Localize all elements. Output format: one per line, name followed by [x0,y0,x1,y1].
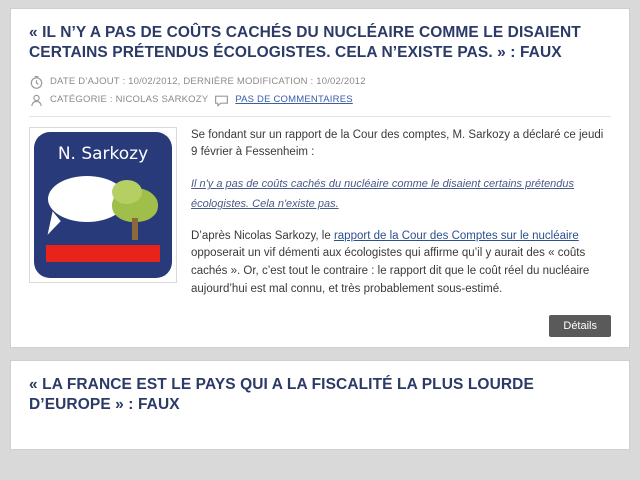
page-title: « IL N’Y A PAS DE COÛTS CACHÉS DU NUCLÉAIRE COMME LE DISAIENT CERTAINS PRÉTENDUS ÉCOLOGISTES. CELA N’EXISTE PAS. » : FAUX [29,24,581,61]
article-footer [29,315,611,337]
tree-trunk-icon [132,218,138,240]
thumbnail-caption: N. Sarkozy [57,143,149,164]
details-button[interactable]: Détails [549,315,611,337]
clock-icon [29,75,44,90]
meta-row-date [29,75,611,90]
article-paragraph-1: Se fondant sur un rapport de la Cour des comptes, M. Sarkozy a déclaré ce jeudi 9 février à Fessenheim : [191,128,604,159]
meta-row-category [29,93,611,108]
speech-bubble-tail [48,211,63,237]
article-card-1 [10,8,630,348]
meta-category-text: CATÉGORIE : NICOLAS SARKOZY [50,94,209,106]
user-icon [29,93,44,108]
article-2-title: « LA FRANCE EST LE PAYS QUI A LA FISCALITÉ LA PLUS LOURDE D’EUROPE » : FAUX [29,375,534,413]
comment-icon [214,93,229,108]
tree-foliage-highlight [112,180,142,204]
thumbnail-image [34,132,172,278]
paragraph-2-text-after: opposerait un vif démenti aux écologistes qui affirme qu’il y aurait des « coûts cachés ». Or, c’est tout le contraire : le rapport dit que le coût réel du nucléaire aujourd’hui est mal connu, et très probablement sous-estimé. [191,247,590,296]
paragraph-2-text-before: D’après Nicolas Sarkozy, le [191,229,334,242]
meta-date-text: DATE D’AJOUT : 10/02/2012, DERNIÈRE MODIFICATION : 10/02/2012 [50,76,366,88]
article-meta [29,75,611,108]
article-thumbnail[interactable] [29,127,177,283]
article-body [29,127,611,309]
article-quote-text: Il n'y a pas de coûts cachés du nucléaire comme le disaient certains prétendus écologistes. Cela n'existe pas. [191,178,575,210]
comments-link[interactable]: PAS DE COMMENTAIRES [235,94,353,106]
red-bar-shape [46,245,160,262]
article-card-2 [10,360,630,450]
report-link[interactable]: rapport de la Cour des Comptes sur le nucléaire [333,229,579,242]
meta-divider [29,116,611,117]
